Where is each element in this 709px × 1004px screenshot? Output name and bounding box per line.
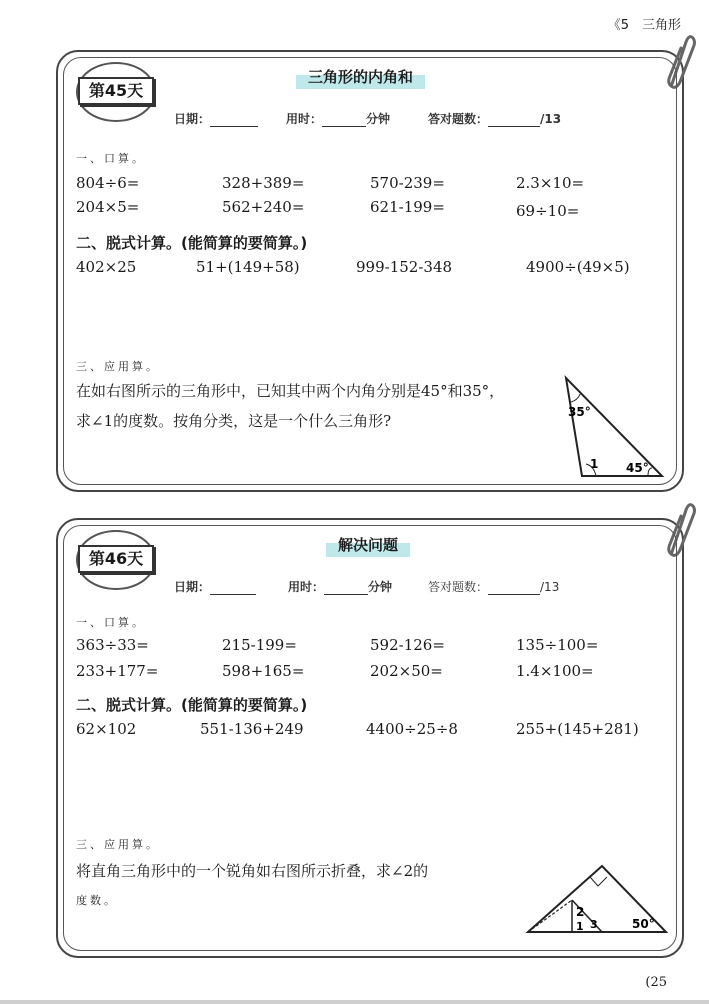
angle-label: 35°	[568, 405, 591, 419]
calc-item: 62×102	[76, 720, 137, 738]
time-field	[286, 110, 390, 127]
angle-label: 1	[590, 457, 599, 471]
folded-triangle-figure	[524, 860, 672, 936]
time-unit: 分钟	[366, 112, 391, 126]
calc-item: 255+(145+281)	[516, 720, 639, 738]
calc-item: 4400÷25÷8	[366, 720, 458, 738]
calc-row	[76, 720, 666, 742]
correct-total: /13	[540, 112, 562, 126]
oral-item: 1.4×100=	[516, 662, 594, 680]
time-label: 用时：	[286, 112, 323, 126]
calc-item: 551-136+249	[200, 720, 304, 738]
paperclip-icon	[662, 502, 696, 560]
section-calc-heading: 二、脱式计算。(能简算的要简算。)	[76, 234, 308, 252]
oral-item: 598+165=	[222, 662, 305, 680]
oral-row	[76, 174, 666, 196]
oral-item: 135÷100=	[516, 636, 599, 654]
oral-item: 2.3×10=	[516, 174, 585, 192]
section-oral-heading: 一、口算。	[76, 152, 146, 165]
date-field	[174, 578, 256, 595]
oral-item: 202×50=	[370, 662, 443, 680]
section-calc-heading: 二、脱式计算。(能简算的要简算。)	[76, 696, 308, 714]
section-problem-heading: 三、应用算。	[76, 838, 160, 851]
correct-blank[interactable]	[488, 126, 540, 127]
section-problem-heading: 三、应用算。	[76, 360, 160, 373]
chapter-header: 《5 三角形	[607, 18, 681, 33]
paperclip-icon	[662, 34, 696, 92]
day-badge	[76, 530, 156, 588]
angle-label: 2	[576, 905, 585, 919]
time-field	[288, 578, 392, 595]
angle-label: 50°	[632, 917, 655, 931]
day-46-card	[56, 518, 684, 958]
problem-line: 将直角三角形中的一个锐角如右图所示折叠，求∠2的	[76, 862, 429, 880]
problem-line: 求∠1的度数。按角分类，这是一个什么三角形?	[76, 412, 392, 430]
correct-blank[interactable]	[488, 594, 540, 595]
time-label: 用时：	[288, 580, 325, 594]
date-blank[interactable]	[210, 126, 258, 127]
oral-item: 570-239=	[370, 174, 445, 192]
bottom-divider	[0, 1000, 709, 1004]
card-title: 三角形的内角和	[296, 64, 425, 89]
triangle-figure	[558, 372, 668, 482]
oral-row	[76, 198, 666, 220]
badge-label: 第45天	[78, 77, 154, 105]
oral-item: 204×5=	[76, 198, 140, 216]
calc-item: 999-152-348	[356, 258, 453, 276]
day-45-card	[56, 50, 684, 492]
oral-item: 804÷6=	[76, 174, 140, 192]
angle-arc	[571, 394, 580, 402]
angle-label: 1	[576, 920, 584, 933]
date-blank[interactable]	[210, 594, 256, 595]
calc-item: 4900÷(49×5)	[526, 258, 630, 276]
card-title: 解决问题	[326, 532, 410, 557]
oral-item: 562+240=	[222, 198, 305, 216]
oral-row	[76, 636, 666, 658]
day-badge	[76, 62, 156, 120]
problem-line: 度数。	[76, 894, 118, 907]
correct-field	[428, 110, 561, 127]
time-unit: 分钟	[368, 580, 393, 594]
oral-item: 592-126=	[370, 636, 445, 654]
oral-item: 215-199=	[222, 636, 297, 654]
calc-item: 402×25	[76, 258, 137, 276]
time-blank[interactable]	[324, 594, 368, 595]
section-oral-heading: 一、口算。	[76, 616, 146, 629]
date-field	[174, 110, 258, 127]
right-angle-mark	[590, 877, 607, 886]
oral-item: 363÷33=	[76, 636, 149, 654]
calc-row	[76, 258, 666, 280]
oral-item: 233+177=	[76, 662, 159, 680]
oral-item: 69÷10=	[516, 202, 580, 220]
correct-total: /13	[540, 580, 560, 594]
oral-item: 328+389=	[222, 174, 305, 192]
angle-label: 45°	[626, 461, 649, 475]
date-label: 日期：	[174, 580, 211, 594]
oral-item: 621-199=	[370, 198, 445, 216]
oral-row	[76, 662, 666, 684]
correct-field	[428, 578, 559, 595]
problem-line: 在如右图所示的三角形中，已知其中两个内角分别是45°和35°，	[76, 382, 505, 400]
date-label: 日期：	[174, 112, 211, 126]
page-number: (25	[645, 975, 667, 990]
correct-label: 答对题数：	[428, 112, 489, 126]
calc-item: 51+(149+58)	[196, 258, 300, 276]
time-blank[interactable]	[322, 126, 366, 127]
angle-label: 3	[590, 918, 598, 931]
badge-label: 第46天	[78, 545, 154, 573]
correct-label: 答对题数：	[428, 580, 489, 594]
